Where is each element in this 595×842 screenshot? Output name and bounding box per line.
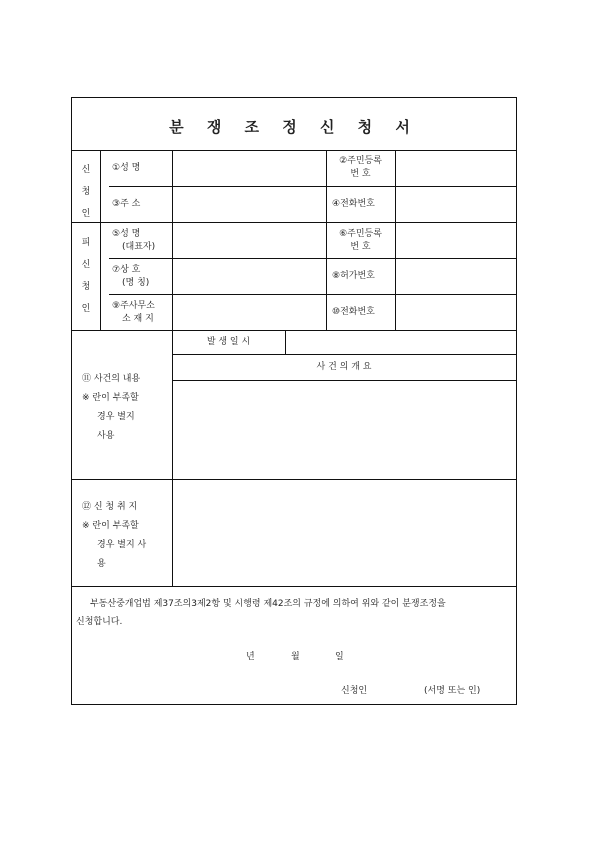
purpose-field[interactable] bbox=[173, 480, 516, 586]
trade-name-field[interactable] bbox=[173, 259, 326, 294]
sign-hint: (서명 또는 인) bbox=[424, 686, 481, 696]
divider bbox=[172, 354, 516, 355]
name-label: ①성 명 bbox=[112, 163, 141, 173]
trade-name-label: ⑦상 호 (명 칭) bbox=[112, 265, 150, 288]
declaration-line-2: 신청합니다. bbox=[76, 617, 123, 627]
license-no-label: ⑧허가번호 bbox=[332, 271, 375, 281]
phone-label: ④전화번호 bbox=[332, 199, 375, 209]
respondent-name-field[interactable] bbox=[173, 223, 326, 258]
purpose-label: ⑫ 신 청 취 지 ※ 란이 부족할 경우 별지 사 용 bbox=[82, 502, 147, 569]
day-label: 일 bbox=[335, 652, 344, 662]
month-label: 월 bbox=[291, 652, 300, 662]
respondent-name-label: ⑤성 명 (대표자) bbox=[112, 229, 156, 252]
respondent-resident-no-field[interactable] bbox=[396, 223, 516, 258]
office-location-field[interactable] bbox=[173, 295, 326, 330]
respondent-resident-no-label: ⑥주민등록 번 호 bbox=[339, 229, 382, 252]
applicant-signature-field[interactable] bbox=[372, 682, 422, 700]
divider bbox=[100, 150, 101, 330]
respondent-phone-label: ⑩전화번호 bbox=[332, 307, 375, 317]
respondent-group-label: 피 신 청 인 bbox=[81, 238, 91, 314]
office-location-label: ⑨주사무소 소 재 지 bbox=[112, 301, 155, 324]
applicant-group-label: 신 청 인 bbox=[81, 165, 91, 219]
occurred-datetime-field[interactable] bbox=[286, 331, 516, 354]
year-label: 년 bbox=[246, 652, 255, 662]
occurred-datetime-label: 발 생 일 시 bbox=[206, 337, 251, 347]
applicant-name-field[interactable] bbox=[173, 151, 326, 186]
incident-summary-label: 사 건 의 개 요 bbox=[316, 362, 372, 372]
dispute-mediation-form bbox=[71, 97, 517, 705]
license-no-field[interactable] bbox=[396, 259, 516, 294]
resident-no-label: ②주민등록 번 호 bbox=[339, 156, 382, 179]
applicant-phone-field[interactable] bbox=[396, 187, 516, 222]
applicant-address-field[interactable] bbox=[173, 187, 326, 222]
form-title: 분 쟁 조 정 신 청 서 bbox=[169, 118, 419, 136]
incident-summary-field[interactable] bbox=[173, 381, 516, 479]
address-label: ③주 소 bbox=[112, 199, 141, 209]
respondent-phone-field[interactable] bbox=[396, 295, 516, 330]
declaration-line-1: 부동산중개업법 제37조의3제2항 및 시행령 제42조의 규정에 의하여 위와 같이 분쟁조정을 bbox=[90, 599, 446, 609]
applicant-sign-label: 신청인 bbox=[341, 686, 368, 696]
divider bbox=[72, 586, 516, 587]
incident-label: ⑪ 사건의 내용 ※ 란이 부족할 경우 별지 사용 bbox=[82, 374, 141, 441]
applicant-resident-no-field[interactable] bbox=[396, 151, 516, 186]
